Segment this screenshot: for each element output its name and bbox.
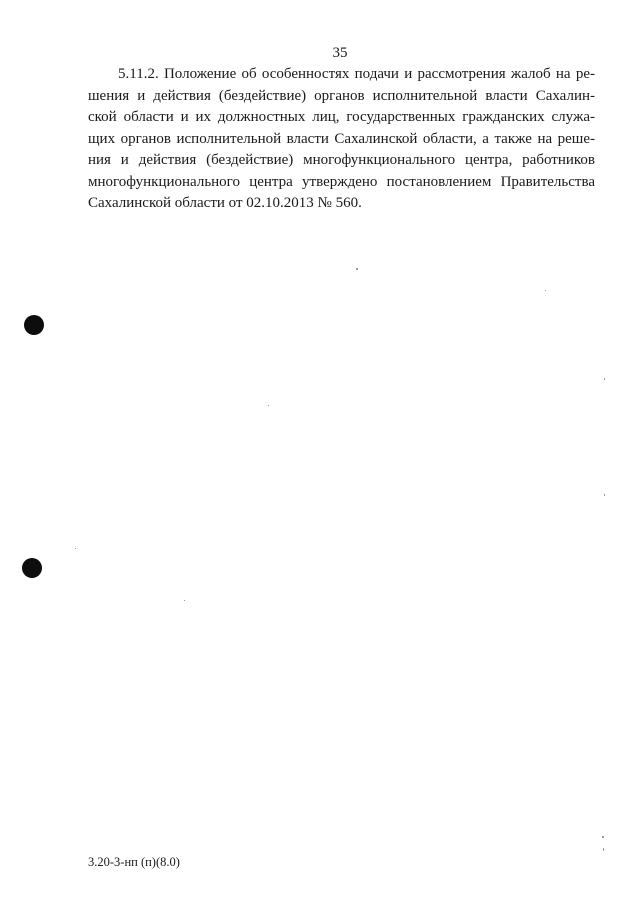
- punch-hole: [22, 558, 42, 578]
- paragraph-line: щих органов исполнительной власти Сахалинской области, а также на реше-: [88, 130, 595, 147]
- scan-speck: [602, 836, 604, 838]
- scan-speck: [75, 548, 76, 549]
- scan-speck: [268, 405, 269, 406]
- paragraph-line: ния и действия (бездействие) многофункционального центра, работников: [88, 152, 595, 168]
- punch-hole: [24, 315, 44, 335]
- paragraph-5-11-2: [88, 64, 595, 215]
- scan-speck: [603, 848, 604, 851]
- paragraph-line: шения и действия (бездействие) органов исполнительной власти Сахалин-: [88, 87, 595, 104]
- scan-speck: [356, 268, 358, 270]
- paragraph-line: 5.11.2. Положение об особенностях подачи и рассмотрения жалоб на ре-: [118, 66, 595, 82]
- scan-speck: [184, 600, 185, 601]
- scan-speck: [604, 378, 605, 380]
- paragraph-line: многофункционального центра утверждено постановлением Правительства: [88, 173, 595, 190]
- page-number: 35: [332, 45, 348, 61]
- paragraph-line: ской области и их должностных лиц, государственных гражданских служа-: [88, 109, 595, 125]
- scan-speck: [604, 494, 605, 496]
- scan-speck: [545, 290, 546, 291]
- document-code: 3.20-3-нп (п)(8.0): [88, 855, 180, 869]
- paragraph-line: Сахалинской области от 02.10.2013 № 560.: [88, 195, 362, 211]
